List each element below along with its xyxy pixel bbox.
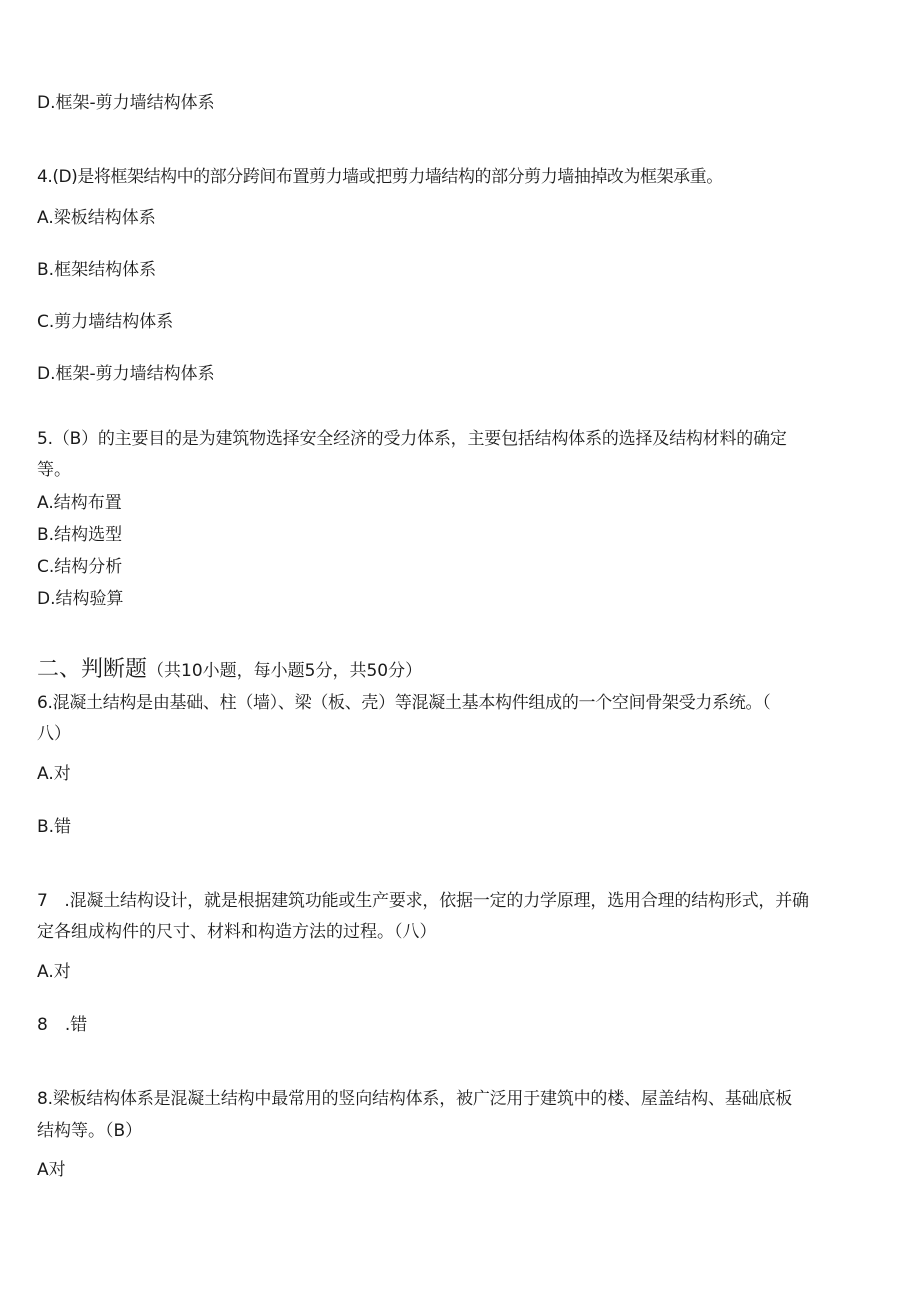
q8-question-line2: 结构等。（B）: [37, 1121, 143, 1141]
q6-question-line2: 八）: [37, 724, 71, 744]
q7-option-b: 8 .错: [37, 1015, 88, 1035]
q7-question-line2: 定各组成构件的尺寸、材料和构造方法的过程。（八）: [37, 922, 437, 942]
q5-option-d: D.结构验算: [37, 589, 124, 609]
q8-question-line1: 8.梁板结构体系是混凝土结构中最常用的竖向结构体系，被广泛用于建筑中的楼、屋盖结构、基础底板: [37, 1089, 793, 1109]
q3-option-d: D.框架-剪力墙结构体系: [37, 93, 215, 113]
q4-option-b: B.框架结构体系: [37, 260, 157, 280]
q6-question-line1: 6.混凝土结构是由基础、柱（墙）、梁（板、壳）等混凝土基本构件组成的一个空间骨架受力系统。（: [37, 693, 771, 713]
q5-option-a: A.结构布置: [37, 493, 122, 513]
section-title: 二、判断题: [37, 657, 148, 682]
q5-option-c: C.结构分析: [37, 557, 123, 577]
q6-option-a: A.对: [37, 764, 71, 784]
q7-option-a: A.对: [37, 962, 71, 982]
q4-question: 4.(D)是将框架结构中的部分跨间布置剪力墙或把剪力墙结构的部分剪力墙抽掉改为框架承重。: [37, 167, 723, 187]
section-subtitle: （共10小题，每小题5分，共50分）: [147, 661, 423, 681]
q8-option-a: A对: [37, 1160, 66, 1180]
q6-option-b: B.错: [37, 817, 72, 837]
q4-option-c: C.剪力墙结构体系: [37, 312, 174, 332]
q4-option-a: A.梁板结构体系: [37, 208, 156, 228]
q5-question-line2: 等。: [37, 460, 71, 480]
q5-question-line1: 5.（B）的主要目的是为建筑物选择安全经济的受力体系，主要包括结构体系的选择及结构材料的确定: [37, 429, 787, 449]
q7-question-line1: 7 .混凝土结构设计，就是根据建筑功能或生产要求，依据一定的力学原理，选用合理的结构形式，并确: [37, 891, 809, 911]
q4-option-d: D.框架-剪力墙结构体系: [37, 364, 215, 384]
section-heading: [37, 657, 422, 684]
q5-option-b: B.结构选型: [37, 525, 123, 545]
